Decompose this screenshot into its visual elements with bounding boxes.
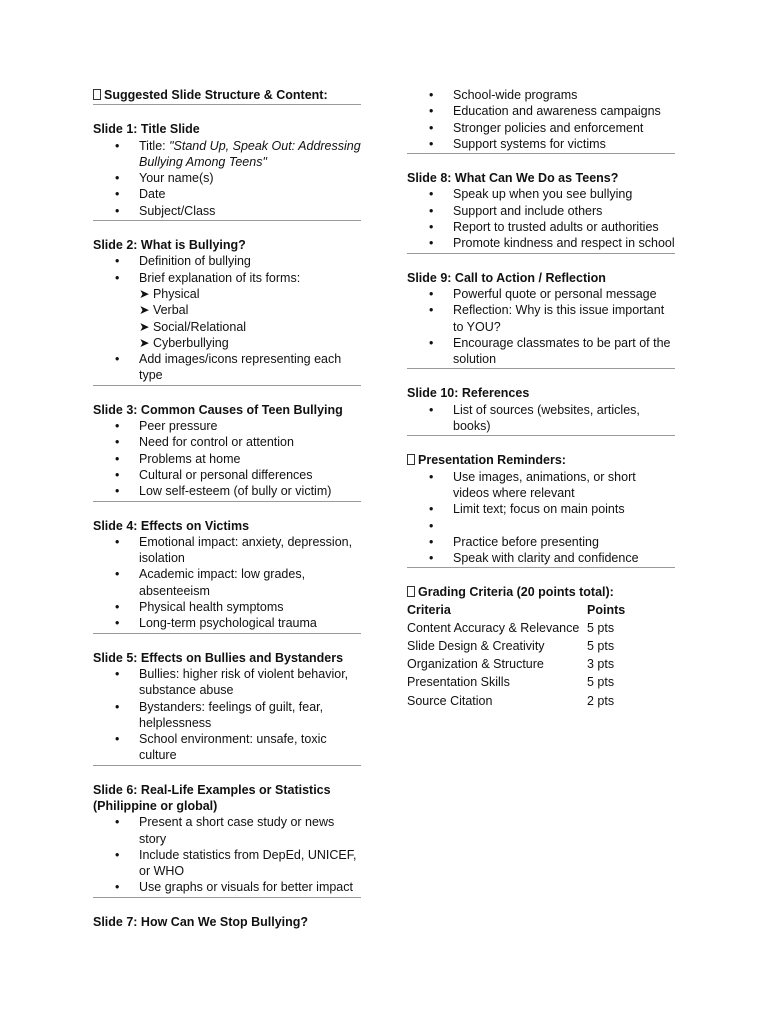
list-item: • Encourage classmates to be part of the solution — [407, 335, 675, 368]
slide-2-list-extra — [93, 351, 361, 384]
reminders-title — [407, 452, 675, 468]
slide-8-title: Slide 8: What Can We Do as Teens? — [407, 171, 619, 186]
list-item — [93, 138, 361, 171]
slide-6-title: Slide 6: Real-Life Examples or Statistics (Philippine or global) — [93, 782, 331, 813]
missing-glyph-icon — [407, 586, 415, 597]
list-item: • Subject/Class — [93, 203, 361, 219]
slide-2-section — [93, 237, 361, 384]
title-prefix: Title: — [139, 138, 170, 153]
slide-7-list — [407, 87, 675, 152]
slide-6-section — [93, 782, 361, 896]
missing-glyph-icon — [407, 454, 415, 465]
divider — [93, 220, 361, 221]
slide-5-section — [93, 650, 361, 764]
list-item: • Bystanders: feelings of guilt, fear, helplessness — [93, 699, 361, 732]
slide-4-title: Slide 4: Effects on Victims — [93, 518, 250, 533]
list-item: • Stronger policies and enforcement — [407, 120, 675, 136]
reminders-section — [407, 452, 675, 566]
points-cell: 5 pts — [587, 675, 615, 690]
divider — [93, 897, 361, 898]
grading-table — [407, 601, 675, 710]
grading-title-text: Grading Criteria (20 points total): — [418, 585, 614, 600]
criteria-cell: Content Accuracy & Relevance — [407, 620, 580, 635]
list-item: • Emotional impact: anxiety, depression, isolation — [93, 534, 361, 567]
presentation-title-quote: "Stand Up, Speak Out: Addressing Bullying Among Teens" — [139, 138, 361, 169]
list-item: • Speak with clarity and confidence — [407, 550, 675, 566]
slide-3-title: Slide 3: Common Causes of Teen Bullying — [93, 402, 343, 417]
reminders-list — [407, 469, 675, 567]
criteria-cell: Presentation Skills — [407, 675, 510, 690]
divider — [93, 633, 361, 634]
table-row — [407, 655, 675, 673]
divider — [407, 435, 675, 436]
missing-glyph-icon — [93, 89, 101, 100]
slide-5-list — [93, 666, 361, 764]
left-column — [93, 87, 361, 930]
points-cell: 5 pts — [587, 620, 615, 635]
list-item: • Add images/icons representing each type — [93, 351, 361, 384]
list-item: • School environment: unsafe, toxic culture — [93, 731, 361, 764]
list-item: • Support systems for victims — [407, 136, 675, 152]
points-header: Points — [587, 602, 626, 617]
slide-10-section — [407, 385, 675, 434]
list-item: • Date — [93, 186, 361, 202]
slide-2-list — [93, 253, 361, 286]
table-row — [407, 619, 675, 637]
right-column — [407, 87, 675, 710]
list-item: • Physical health symptoms — [93, 599, 361, 615]
list-item: • Brief explanation of its forms: — [93, 270, 361, 286]
structure-heading — [93, 87, 361, 103]
list-item: • Low self-esteem (of bully or victim) — [93, 483, 361, 499]
criteria-header: Criteria — [407, 602, 451, 617]
list-item: • Your name(s) — [93, 170, 361, 186]
points-cell: 5 pts — [587, 639, 615, 654]
list-item: • Definition of bullying — [93, 253, 361, 269]
form-item: ➤ Cyberbullying — [139, 335, 229, 350]
list-item: • Report to trusted adults or authorities — [407, 219, 675, 235]
slide-7-title: Slide 7: How Can We Stop Bullying? — [93, 914, 309, 929]
grading-section — [407, 584, 675, 709]
list-item — [407, 518, 675, 534]
slide-1-list — [93, 138, 361, 219]
list-item: • List of sources (websites, articles, books) — [407, 402, 675, 435]
slide-2-title: Slide 2: What is Bullying? — [93, 238, 246, 253]
list-item: • Long-term psychological trauma — [93, 615, 361, 631]
list-item: • Bullies: higher risk of violent behavior, substance abuse — [93, 666, 361, 699]
list-item: • Support and include others — [407, 203, 675, 219]
list-item: • Academic impact: low grades, absenteeism — [93, 566, 361, 599]
slide-9-list — [407, 286, 675, 367]
slide-1-title: Slide 1: Title Slide — [93, 122, 200, 137]
list-item: • Promote kindness and respect in school — [407, 235, 675, 251]
slide-9-section — [407, 270, 675, 368]
slide-3-section — [93, 402, 361, 500]
table-row — [407, 673, 675, 691]
criteria-cell: Organization & Structure — [407, 657, 544, 672]
list-item: • Need for control or attention — [93, 434, 361, 450]
table-row — [407, 637, 675, 655]
divider — [93, 765, 361, 766]
slide-3-list — [93, 418, 361, 499]
list-item: • Include statistics from DepEd, UNICEF, or WHO — [93, 847, 361, 880]
grading-header-row — [407, 601, 675, 619]
slide-10-title: Slide 10: References — [407, 386, 530, 401]
table-row — [407, 692, 675, 710]
slide-4-section — [93, 518, 361, 632]
list-item: • Peer pressure — [93, 418, 361, 434]
slide-7-section — [93, 914, 361, 930]
list-item: • Use images, animations, or short videos where relevant — [407, 469, 675, 502]
divider — [93, 385, 361, 386]
list-item: • School-wide programs — [407, 87, 675, 103]
slide-8-section — [407, 170, 675, 251]
divider — [93, 104, 361, 105]
divider — [93, 501, 361, 502]
form-item: ➤ Verbal — [139, 303, 189, 318]
list-item: • Problems at home — [93, 451, 361, 467]
slide-10-list — [407, 402, 675, 435]
reminders-title-text: Presentation Reminders: — [418, 453, 566, 468]
structure-heading-text: Suggested Slide Structure & Content: — [104, 88, 328, 102]
form-item: ➤ Physical — [139, 286, 200, 301]
list-item: • Present a short case study or news story — [93, 814, 361, 847]
criteria-cell: Source Citation — [407, 693, 493, 708]
list-item: • Reflection: Why is this issue important to YOU? — [407, 302, 675, 335]
slide-8-list — [407, 186, 675, 251]
divider — [407, 153, 675, 154]
list-item: • Speak up when you see bullying — [407, 186, 675, 202]
slide-1-section — [93, 121, 361, 219]
points-cell: 3 pts — [587, 657, 615, 672]
slide-9-title: Slide 9: Call to Action / Reflection — [407, 270, 606, 285]
list-item: • Practice before presenting — [407, 534, 675, 550]
list-item: • Limit text; focus on main points — [407, 501, 675, 517]
list-item: • Powerful quote or personal message — [407, 286, 675, 302]
criteria-cell: Slide Design & Creativity — [407, 639, 545, 654]
list-item: • Education and awareness campaigns — [407, 103, 675, 119]
form-item: ➤ Social/Relational — [139, 319, 247, 334]
list-item: • Cultural or personal differences — [93, 467, 361, 483]
list-item: • Use graphs or visuals for better impact — [93, 879, 361, 895]
divider — [407, 567, 675, 568]
divider — [407, 253, 675, 254]
slide-4-list — [93, 534, 361, 632]
slide-5-title: Slide 5: Effects on Bullies and Bystanders — [93, 650, 344, 665]
divider — [407, 368, 675, 369]
points-cell: 2 pts — [587, 693, 615, 708]
grading-title — [407, 584, 675, 600]
slide-6-list — [93, 814, 361, 895]
